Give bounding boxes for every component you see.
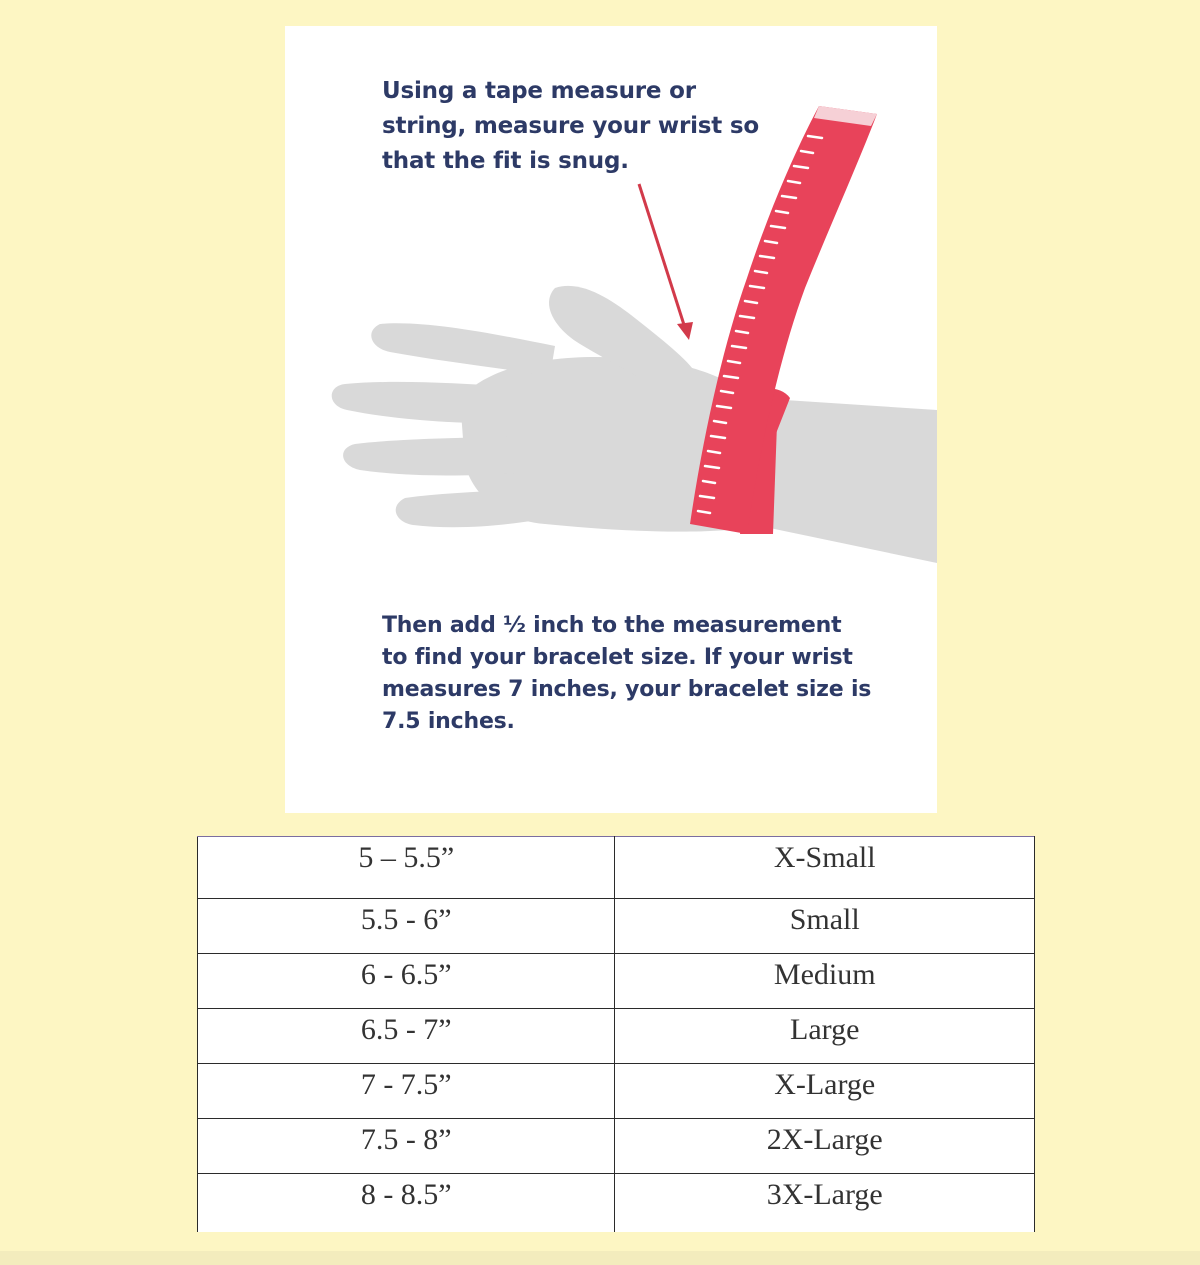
- wrist-range-cell: 7.5 - 8”: [198, 1119, 615, 1174]
- wrist-range-cell: 6.5 - 7”: [198, 1009, 615, 1064]
- size-label-cell: Small: [615, 899, 1035, 954]
- size-label-cell: X-Small: [615, 837, 1035, 899]
- arrow: [639, 184, 693, 340]
- bottom-edge: [0, 1251, 1200, 1265]
- table-row: [198, 1009, 1035, 1064]
- size-label-cell: X-Large: [615, 1064, 1035, 1119]
- table-row: [198, 954, 1035, 1009]
- wrist-range-cell: 5 – 5.5”: [198, 837, 615, 899]
- wrist-measure-guide-card: [285, 26, 937, 813]
- table-row: [198, 1064, 1035, 1119]
- size-instruction: Then add ½ inch to the measurement to find your bracelet size. If your wrist measures 7 inches, your bracelet size is 7.5 inches.: [382, 613, 872, 734]
- wrist-range-cell: 6 - 6.5”: [198, 954, 615, 1009]
- table-row: [198, 899, 1035, 954]
- wrist-range-cell: 8 - 8.5”: [198, 1174, 615, 1232]
- size-label-cell: Medium: [615, 954, 1035, 1009]
- size-label-cell: 2X-Large: [615, 1119, 1035, 1174]
- table-row: [198, 837, 1035, 899]
- table-row: [198, 1174, 1035, 1232]
- measure-instruction: Using a tape measure or string, measure your wrist so that the fit is snug.: [382, 78, 759, 174]
- wrist-range-cell: 7 - 7.5”: [198, 1064, 615, 1119]
- wrist-range-cell: 5.5 - 6”: [198, 899, 615, 954]
- bracelet-size-table: [197, 836, 1035, 1232]
- size-label-cell: 3X-Large: [615, 1174, 1035, 1232]
- table-row: [198, 1119, 1035, 1174]
- size-label-cell: Large: [615, 1009, 1035, 1064]
